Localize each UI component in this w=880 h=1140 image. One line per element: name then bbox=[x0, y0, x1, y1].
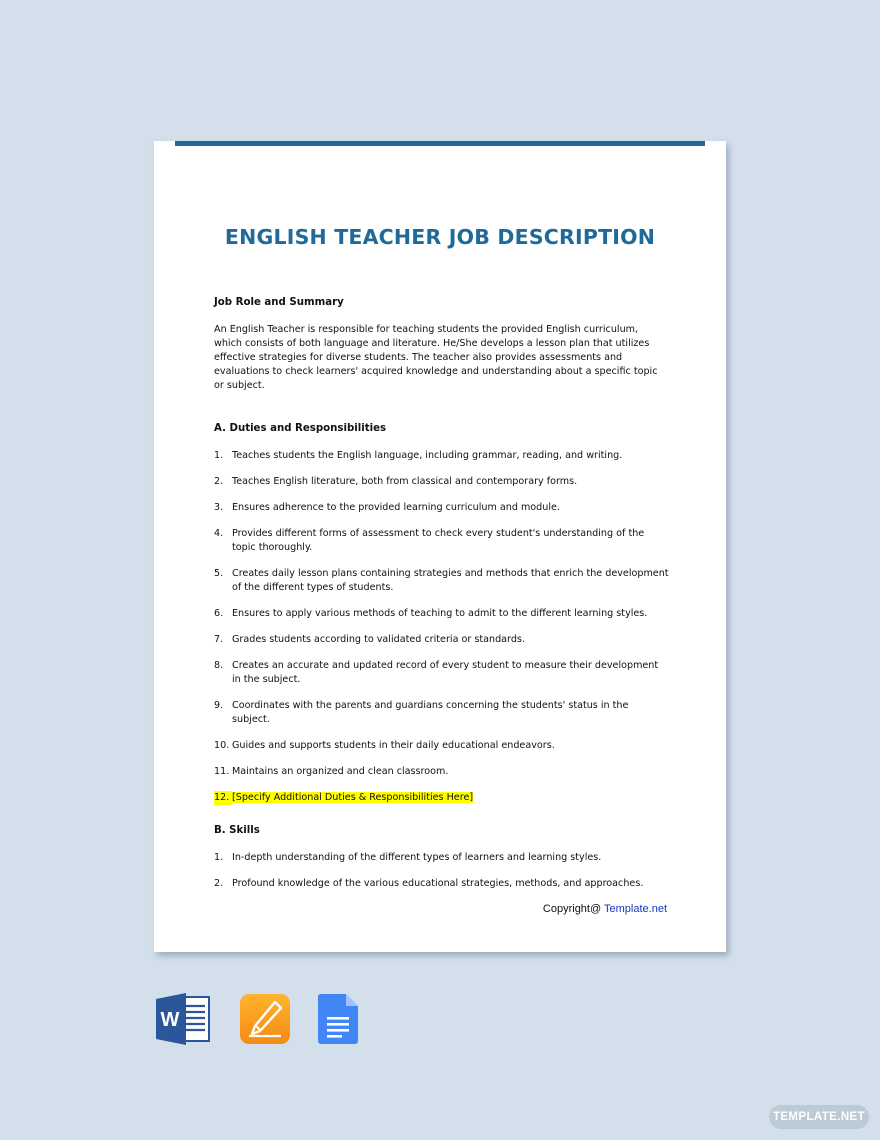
list-item bbox=[214, 699, 669, 727]
word-letter: W bbox=[160, 1009, 180, 1031]
list-number: 11. bbox=[214, 766, 230, 777]
list-text: In-depth understanding of the different types of learners and learning styles. bbox=[232, 852, 602, 863]
role-summary: An English Teacher is responsible for teaching students the provided English curriculum, which consists of both language and literature. He/She develops a lesson plan that utilizes effective strategies for diverse students. The teacher also provides assessments and evaluations to check learners' acquired knowledge and understanding about a specific topic or subject. bbox=[214, 324, 658, 391]
list-number: 6. bbox=[214, 608, 224, 619]
list-item bbox=[214, 527, 669, 555]
list-number: 8. bbox=[214, 660, 224, 671]
list-text: Teaches students the English language, including grammar, reading, and writing. bbox=[232, 450, 623, 461]
copyright-prefix: Copyright@ bbox=[542, 903, 605, 915]
copyright-link[interactable]: Template.net bbox=[604, 903, 667, 915]
role-heading: Job Role and Summary bbox=[214, 297, 344, 308]
placeholder-text: [Specify Additional Duties & Responsibilities Here] bbox=[232, 792, 474, 803]
list-number: 2. bbox=[214, 476, 224, 487]
list-text: Creates daily lesson plans containing strategies and methods that enrich the development of the different types of students. bbox=[232, 568, 669, 593]
duties-heading: A. Duties and Responsibilities bbox=[214, 423, 387, 434]
list-number: 2. bbox=[214, 878, 224, 889]
document-title: ENGLISH TEACHER JOB DESCRIPTION bbox=[224, 225, 656, 249]
list-text: Ensures adherence to the provided learning curriculum and module. bbox=[232, 502, 560, 513]
skills-list bbox=[214, 851, 669, 891]
list-item bbox=[214, 449, 669, 463]
list-item bbox=[214, 659, 669, 687]
list-number: 4. bbox=[214, 528, 224, 539]
list-text: Coordinates with the parents and guardians concerning the students' status in the subject. bbox=[232, 700, 629, 725]
highlighted-placeholder-item bbox=[214, 791, 669, 805]
top-accent-rule bbox=[175, 141, 705, 146]
list-item bbox=[214, 739, 669, 753]
list-text: Profound knowledge of the various educational strategies, methods, and approaches. bbox=[232, 878, 644, 889]
list-item bbox=[214, 851, 669, 865]
list-text: Guides and supports students in their daily educational endeavors. bbox=[232, 740, 555, 751]
list-item bbox=[214, 607, 669, 621]
word-icon[interactable] bbox=[156, 993, 212, 1050]
list-number: 5. bbox=[214, 568, 224, 579]
document-page bbox=[154, 141, 726, 952]
list-item bbox=[214, 877, 669, 891]
list-text: Ensures to apply various methods of teaching to admit to the different learning styles. bbox=[232, 608, 648, 619]
duties-list bbox=[214, 449, 669, 805]
list-number: 10. bbox=[214, 740, 230, 751]
list-text: Creates an accurate and updated record of every student to measure their development in the subject. bbox=[232, 660, 659, 685]
copyright-notice bbox=[543, 903, 667, 915]
list-text: Grades students according to validated criteria or standards. bbox=[232, 634, 525, 645]
list-item bbox=[214, 567, 669, 595]
list-item bbox=[214, 633, 669, 647]
list-number: 7. bbox=[214, 634, 224, 645]
document-body bbox=[214, 296, 669, 903]
list-number: 12. bbox=[214, 791, 232, 805]
list-number: 3. bbox=[214, 502, 224, 513]
template-net-badge[interactable]: TEMPLATE.NET bbox=[769, 1105, 869, 1129]
list-text: Maintains an organized and clean classroom. bbox=[232, 766, 449, 777]
list-number: 1. bbox=[214, 450, 224, 461]
pages-icon[interactable] bbox=[239, 993, 291, 1050]
list-text: Teaches English literature, both from classical and contemporary forms. bbox=[232, 476, 578, 487]
list-number: 1. bbox=[214, 852, 224, 863]
list-item bbox=[214, 501, 669, 515]
list-item bbox=[214, 765, 669, 779]
list-text: Provides different forms of assessment to check every student's understanding of the topic thoroughly. bbox=[232, 528, 645, 553]
list-number: 9. bbox=[214, 700, 224, 711]
list-item bbox=[214, 475, 669, 489]
skills-heading: B. Skills bbox=[214, 825, 260, 836]
google-docs-icon[interactable] bbox=[317, 993, 359, 1050]
